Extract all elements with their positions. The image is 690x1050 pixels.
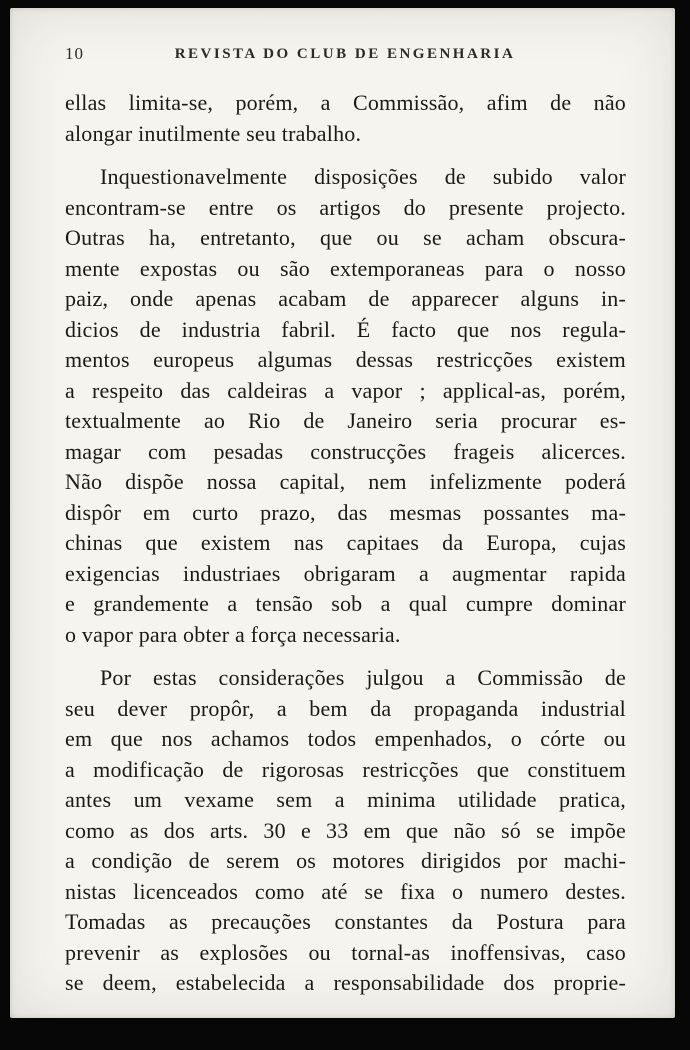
text-line: Por estas considerações julgou a Commissão de — [100, 665, 626, 690]
text-line: nistas licenceados como até se fixa o numero destes. — [65, 878, 626, 904]
text-line: mentos europeus algumas dessas restricções existem — [65, 347, 626, 372]
text-line: exigencias industriaes obrigaram a augmentar rapida — [65, 560, 626, 586]
page-number: 10 — [65, 44, 84, 63]
text-line: a respeito das caldeiras a vapor ; applical-as, porém, — [65, 377, 626, 403]
text-line: a modificação de rigorosas restricções que constituem — [65, 756, 626, 782]
text-line: dicios de industria fabril. É facto que nos regula- — [65, 316, 626, 342]
text-line: Inquestionavelmente disposições de subido valor — [100, 164, 626, 189]
text-line: o vapor para obter a força necessaria. — [65, 621, 401, 647]
text-line: como as dos arts. 30 e 33 em que não só se impõe — [65, 817, 626, 843]
text-line: em que nos achamos todos empenhados, o córte ou — [65, 726, 626, 751]
text-line: alongar inutilmente seu trabalho. — [65, 120, 362, 146]
text-line: prevenir as explosões ou tornal-as inoffensivas, caso — [65, 939, 626, 965]
text-line: mente expostas ou são extemporaneas para o nosso — [65, 255, 626, 281]
text-line: a condição de serem os motores dirigidos por machi- — [65, 848, 626, 873]
paragraph — [65, 162, 626, 650]
text-line: Outras ha, entretanto, que ou se acham obscura- — [65, 225, 626, 250]
text-line: paiz, onde apenas acabam de apparecer alguns in- — [65, 286, 626, 311]
text-line: textualmente ao Rio de Janeiro seria procurar es- — [65, 408, 626, 433]
text-line: e grandemente a tensão sob a qual cumpre dominar — [65, 591, 626, 616]
text-block — [65, 88, 626, 999]
page-header — [65, 44, 625, 66]
book-page — [10, 8, 675, 1018]
text-line: encontram-se entre os artigos do presente projecto. — [65, 194, 626, 220]
text-line: Não dispõe nossa capital, nem infelizmente poderá — [65, 469, 626, 494]
text-line: se deem, estabelecida a responsabilidade dos proprie- — [65, 970, 626, 995]
paragraph — [65, 88, 626, 149]
text-line: seu dever propôr, a bem da propaganda industrial — [65, 695, 626, 721]
text-line: antes um vexame sem a minima utilidade pratica, — [65, 787, 626, 812]
running-title: REVISTA DO CLUB DE ENGENHARIA — [174, 46, 516, 62]
text-line: dispôr em curto prazo, das mesmas possantes ma- — [65, 499, 626, 525]
text-line: Tomadas as precauções constantes da Postura para — [65, 909, 626, 934]
paragraph — [65, 663, 626, 999]
text-line: magar com pesadas construcções frageis alicerces. — [65, 438, 626, 464]
text-line: ellas limita-se, porém, a Commissão, afim de não — [65, 90, 626, 115]
text-line: chinas que existem nas capitaes da Europa, cujas — [65, 530, 626, 555]
